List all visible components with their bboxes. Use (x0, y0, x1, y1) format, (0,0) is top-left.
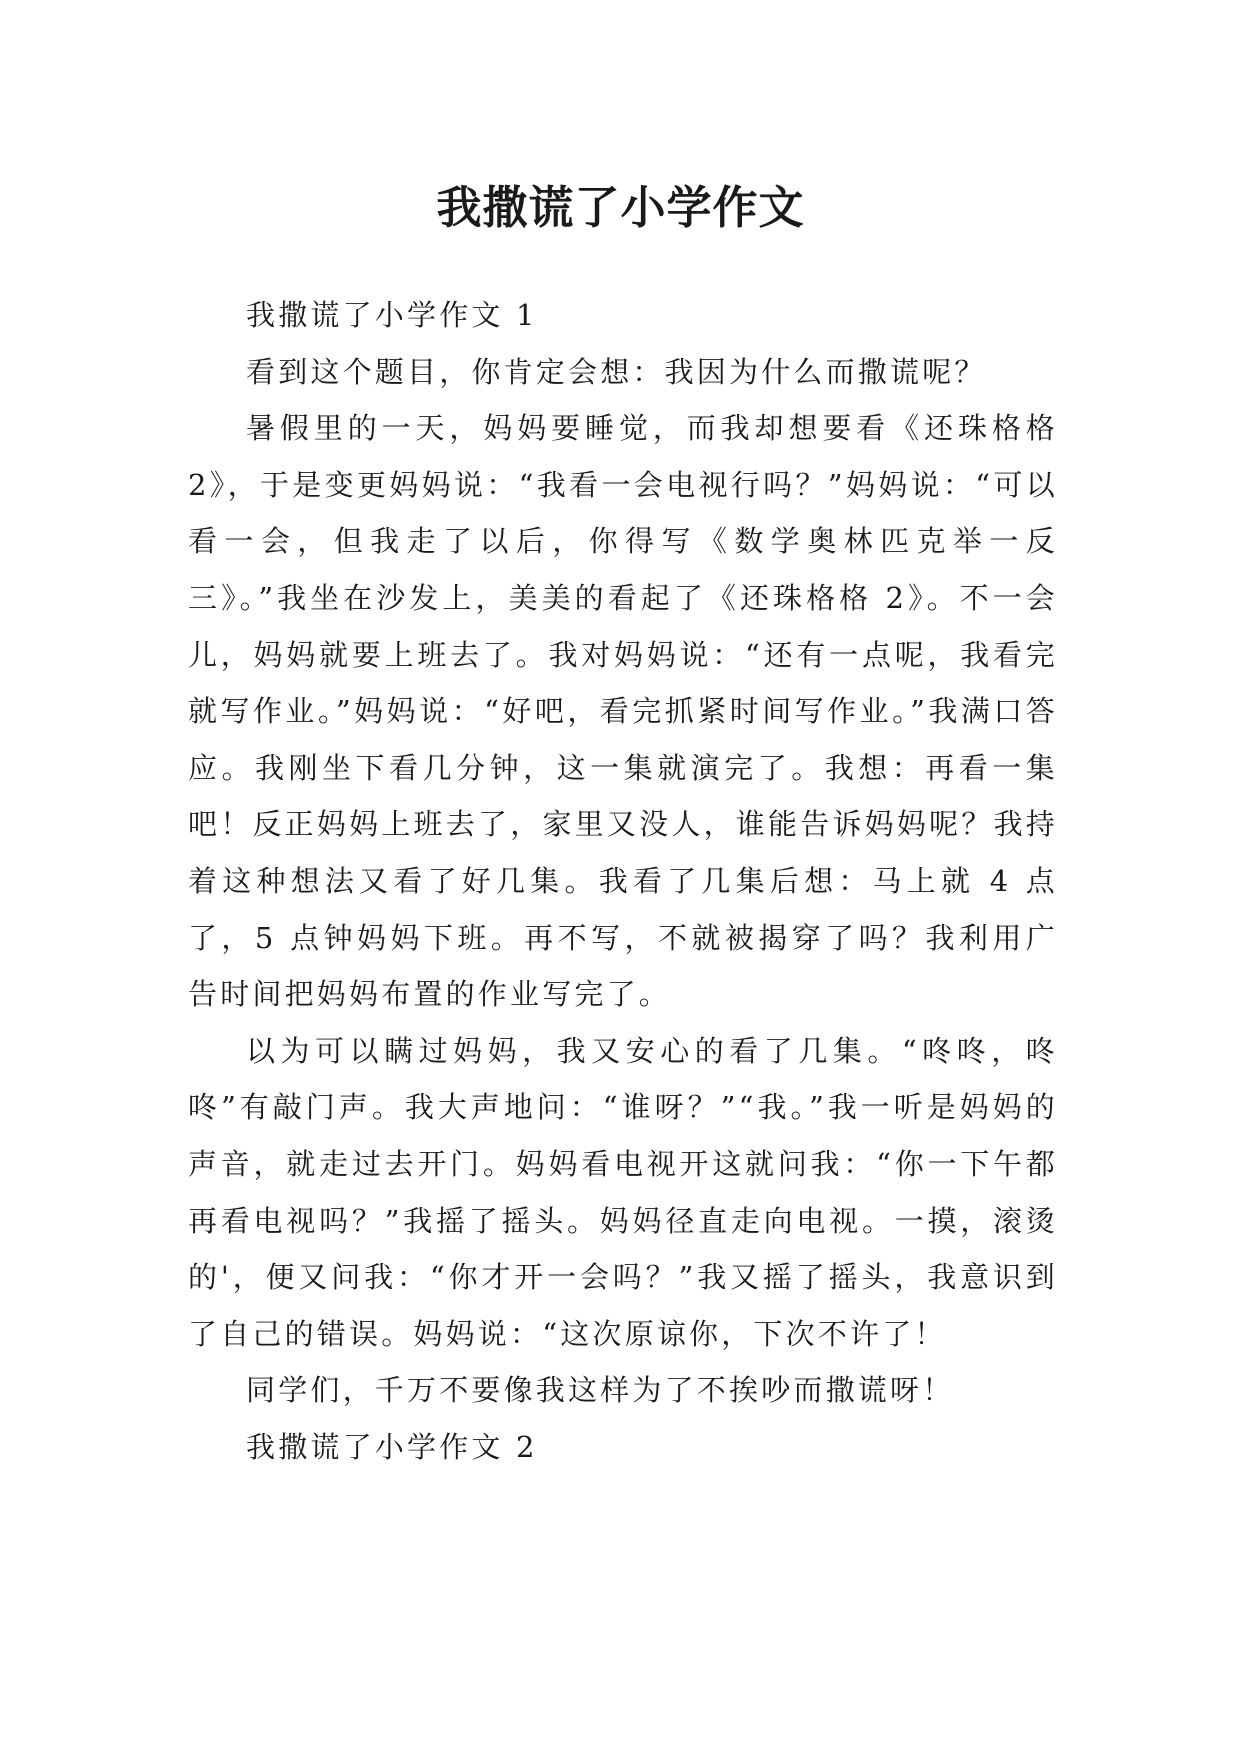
paragraph-story: 暑假里的一天，妈妈要睡觉，而我却想要看《还珠格格 2》，于是变更妈妈说：“我看一会电视行吗？”妈妈说：“可以看一会，但我走了以后，你得写《数学奥林匹克举一反三》。”我坐在沙发上，美美的看起了《还珠格格 2》。不一会儿，妈妈就要上班去了。我对妈妈说：“还有一点呢，我看完就写作业。”妈妈说：“好吧，看完抓紧时间写作业。”我满口答应。我刚坐下看几分钟，这一集就演完了。我想：再看一集吧！反正妈妈上班去了，家里又没人，谁能告诉妈妈呢？我持着这种想法又看了好几集。我看了几集后想：马上就 4 点了，5 点钟妈妈下班。再不写，不就被揭穿了吗？我利用广告时间把妈妈布置的作业写完了。 (188, 411, 1058, 1012)
paragraph-lesson: 同学们，千万不要像我这样为了不挨吵而撒谎呀！ (246, 1373, 955, 1408)
document-title: 我撒谎了小学作文 (436, 181, 805, 235)
document-body (188, 287, 1058, 1475)
paragraph-caught: 以为可以瞒过妈妈，我又安心的看了几集。“咚咚，咚咚”有敲门声。我大声地问：“谁呀？”“我。”我一听是妈妈的声音，就走过去开门。妈妈看电视开这就问我：“你一下午都再看电视吗？”我摇了摇头。妈妈径直走向电视。一摸，滚烫的'，便又问我：“你才开一会吗？”我又摇了摇头，我意识到了自己的错误。妈妈说：“这次原谅你，下次不许了！ (188, 1033, 1058, 1351)
essay-heading-1: 我撒谎了小学作文 1 (246, 298, 538, 332)
essay-heading-2: 我撒谎了小学作文 2 (246, 1429, 538, 1464)
paragraph-intro: 看到这个题目，你肯定会想：我因为什么而撒谎呢？ (246, 354, 987, 389)
